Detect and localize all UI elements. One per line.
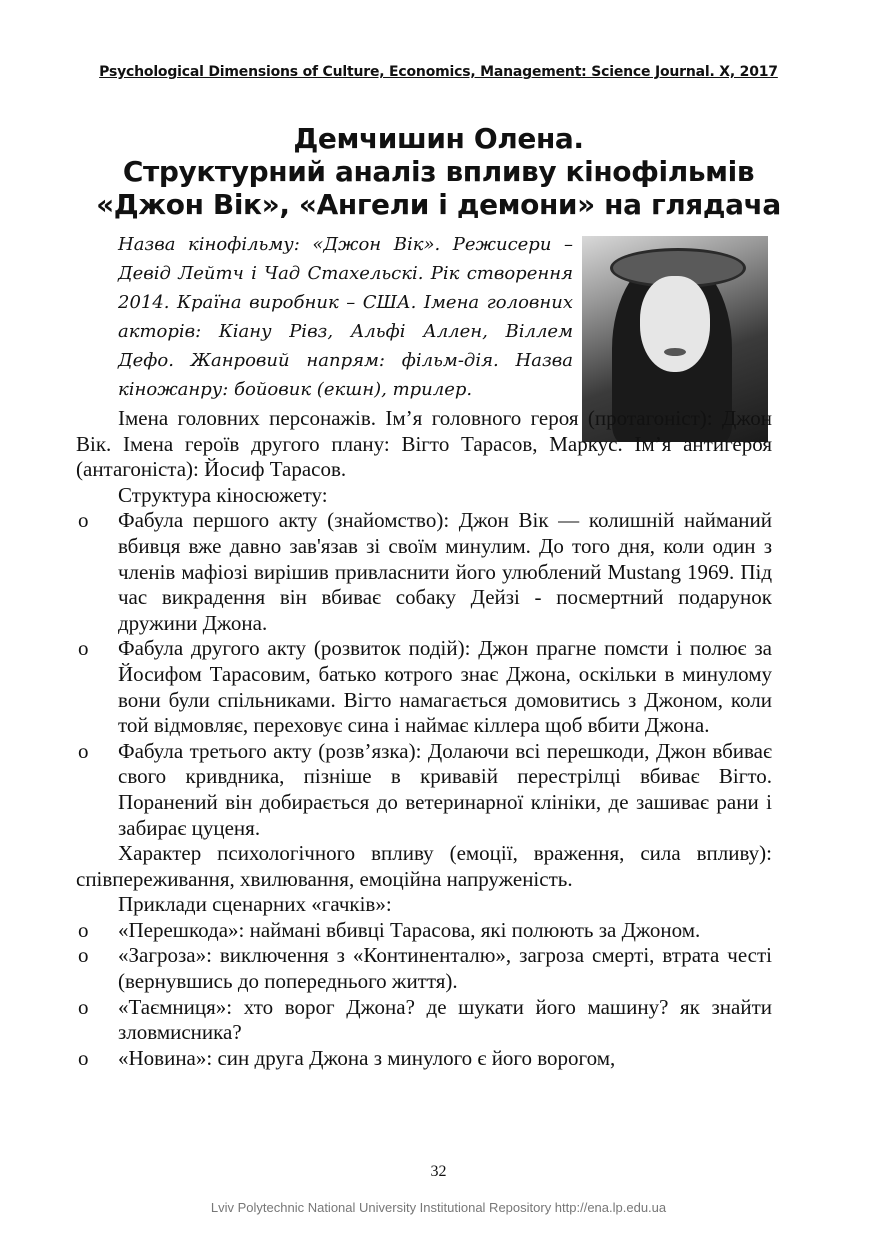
plot-list-item bbox=[76, 636, 772, 738]
bullet-marker: o bbox=[78, 917, 89, 942]
bullet-marker: o bbox=[78, 994, 89, 1019]
hook-item-text: «Загроза»: виключення з «Континенталю», загроза смерті, втрата честі (вернувшись до попереднього життя). bbox=[118, 943, 772, 994]
plot-item-text: Фабула третього акту (розв’язка): Долаючи всі перешкоди, Джон вбиває свого кривдника, пізніше в кривавій перестрілці вбиває Вігто. Поранений він добирається до ветеринарної клініки, де зашиває рани і забирає цуценя. bbox=[118, 738, 772, 840]
hook-item-text: «Перешкода»: наймані вбивці Тарасова, які полюють за Джоном. bbox=[118, 917, 701, 942]
bullet-marker: o bbox=[78, 1045, 89, 1070]
hook-list-item bbox=[76, 1046, 772, 1072]
film-info-intro: Назва кінофільму: «Джон Вік». Режисери – Девід Лейтч і Чад Стахельскі. Рік створення 2014. Країна виробник – США. Імена головних акторів: Кіану Рівз, Альфі Аллен, Віллем Дефо. Жанровий напрям: фільм-дія. Назва кіножанру: бойовик (екшн), трилер. bbox=[118, 234, 573, 400]
repository-footer: Lviv Polytechnic National University Institutional Repository http://ena.lp.edu.ua bbox=[210, 1200, 667, 1215]
plot-list-item bbox=[76, 739, 772, 841]
hook-item-text: «Таємниця»: хто ворог Джона? де шукати його машину? як знайти зловмисника? bbox=[118, 994, 772, 1045]
plot-item-text: Фабула другого акту (розвиток подій): Джон прагне помсти і полює за Йосифом Тарасовим, батько котрого знає Джона, оскільки в минулому вони були спільниками. Вігто намагається домовитись з Джоном, коли той відмовляє, переховує сина і наймає кіллера щоб вбити Джона. bbox=[118, 636, 772, 738]
plot-list-item bbox=[76, 508, 772, 636]
title-line-2: «Джон Вік», «Ангели і демони» на глядача bbox=[96, 188, 781, 221]
title-line-1: Структурний аналіз впливу кінофільмів bbox=[122, 155, 755, 188]
characters-paragraph: Імена головних персонажів. Ім’я головного героя (протагоніст): Джон Вік. Імена героїв другого плану: Вігто Тарасов, Маркус. Ім’я антигероя (антагоніста): Йосиф Тарасов. bbox=[76, 406, 772, 482]
page-number: 32 bbox=[430, 1163, 447, 1180]
impact-paragraph: Характер психологічного впливу (емоції, враження, сила впливу): співпереживання, хвилювання, емоційна напруженість. bbox=[76, 841, 772, 891]
article-body bbox=[76, 406, 772, 1071]
bullet-marker: o bbox=[78, 636, 89, 661]
hook-list-item bbox=[76, 995, 772, 1046]
bullet-marker: o bbox=[78, 508, 89, 533]
article-title bbox=[40, 122, 837, 221]
bullet-marker: o bbox=[78, 738, 89, 763]
hook-item-text: «Новина»: син друга Джона з минулого є його ворогом, bbox=[118, 1045, 616, 1070]
title-line-author: Демчишин Олена. bbox=[293, 122, 584, 155]
plot-item-text: Фабула першого акту (знайомство): Джон Вік — колишній найманий вбивця вже давно зав'язав зі своїм минулим. До того дня, коли один з членів мафіозі вирішив привласнити його улюблений Mustang 1969. Під час викрадення він вбиває собаку Дейзі - посмертний подарунок дружини Джона. bbox=[118, 508, 772, 635]
hook-list-item bbox=[76, 943, 772, 994]
bullet-marker: o bbox=[78, 943, 89, 968]
hook-list-item bbox=[76, 918, 772, 944]
journal-header: Psychological Dimensions of Culture, Economics, Management: Science Journal. X, 2017 bbox=[99, 64, 778, 80]
plot-structure-heading: Структура кіносюжету: bbox=[118, 482, 328, 507]
hooks-heading: Приклади сценарних «гачків»: bbox=[118, 892, 392, 917]
